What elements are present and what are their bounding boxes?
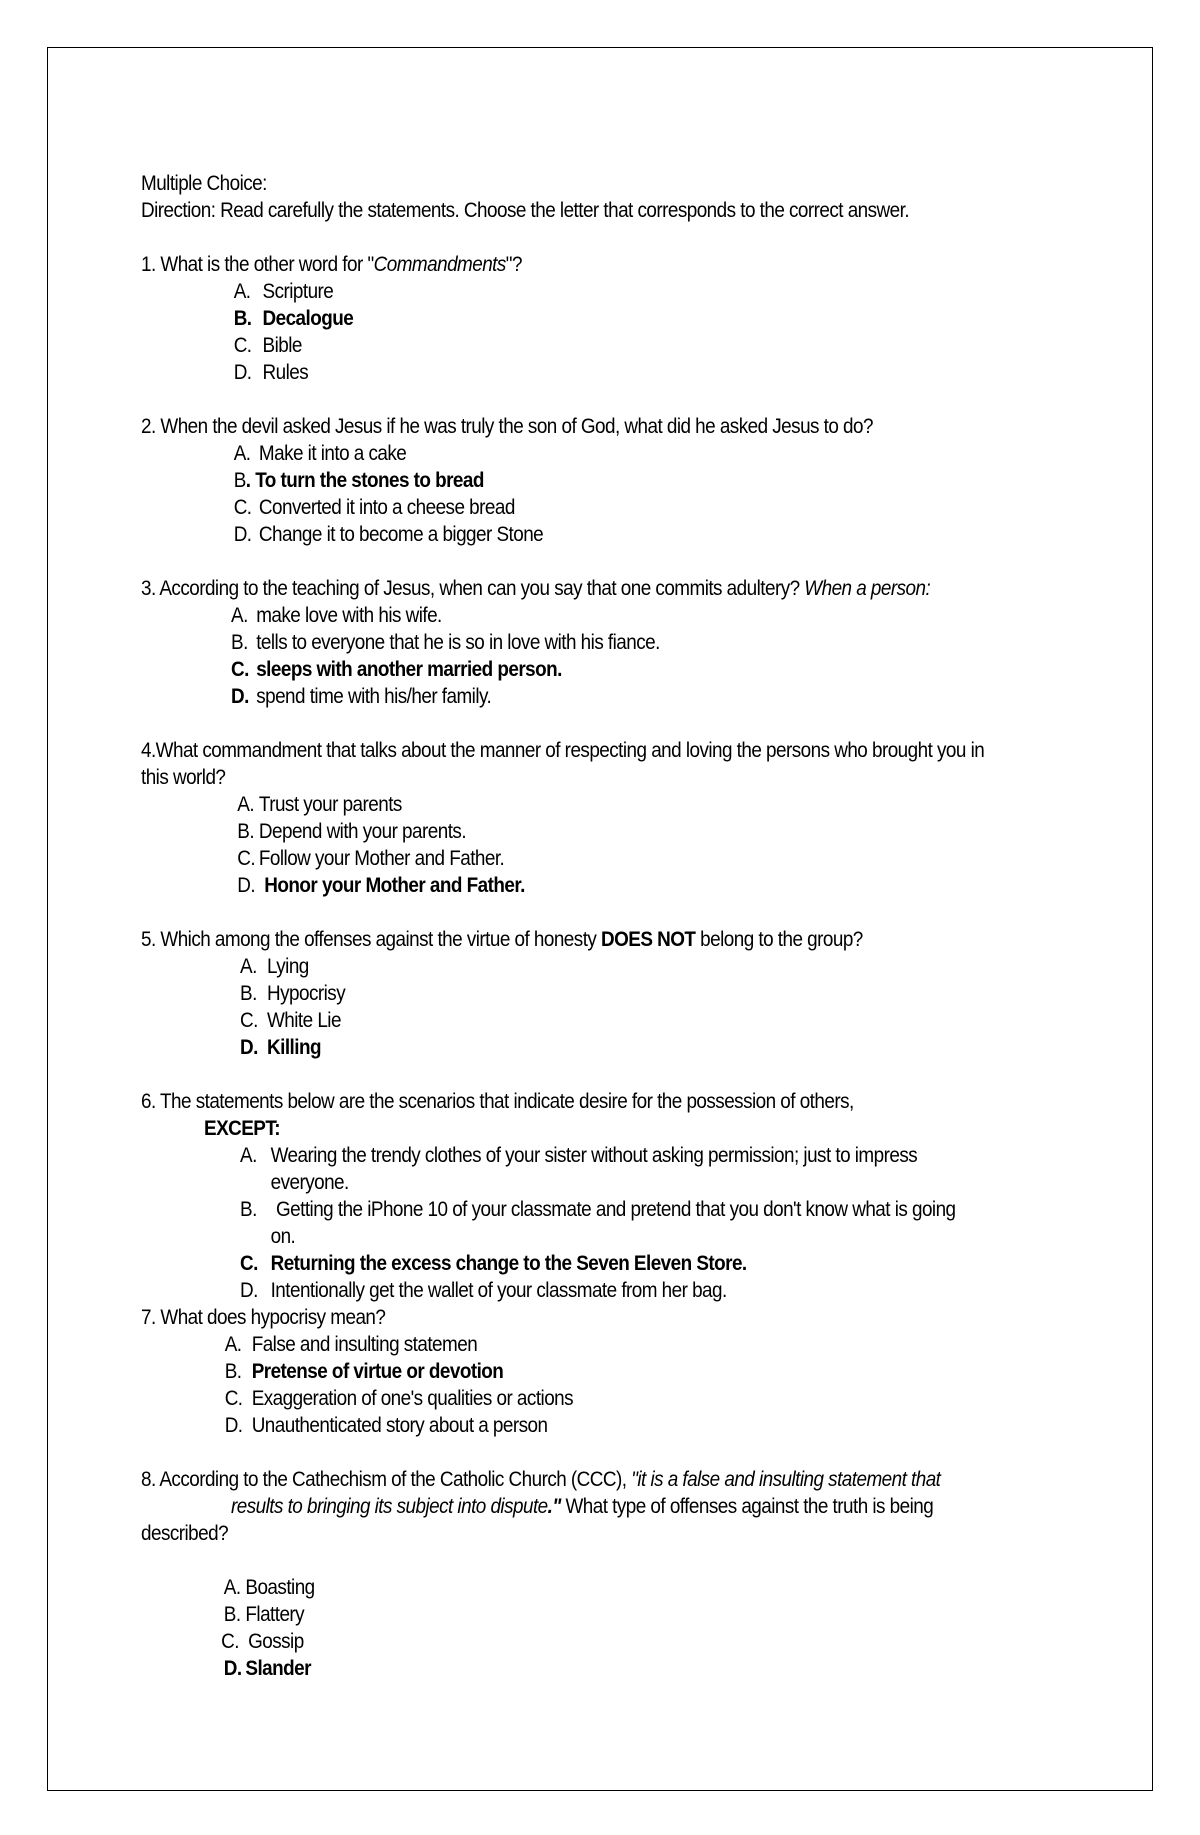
q2-option-d: D. Change it to become a bigger Stone [233, 523, 544, 546]
q1-option-d: D. Rules [233, 361, 309, 384]
q7-option-a: A. False and insulting statemen [224, 1333, 478, 1356]
q4-option-d: D. Honor your Mother and Father. [237, 874, 525, 897]
q8-option-d: D. Slander [223, 1657, 311, 1680]
question-7: 7. What does hypocrisy mean? [141, 1306, 386, 1329]
q6-option-a-cont: everyone. [270, 1171, 349, 1194]
q3-option-d: D. spend time with his/her family. [231, 685, 492, 708]
q8-option-a: A. Boasting [223, 1576, 315, 1599]
q7-option-c: C. Exaggeration of one's qualities or actions [224, 1387, 574, 1410]
q6-option-c: C. Returning the excess change to the Seven Eleven Store. [240, 1252, 747, 1275]
question-4-line-2: this world? [141, 766, 226, 789]
q5-option-a: A. Lying [240, 955, 309, 978]
question-3: 3. According to the teaching of Jesus, when can you say that one commits adultery? When a person: [141, 577, 931, 600]
question-5: 5. Which among the offenses against the virtue of honesty DOES NOT belong to the group? [141, 928, 863, 951]
q5-option-c: C. White Lie [240, 1009, 341, 1032]
q4-option-a: A. Trust your parents [237, 793, 402, 816]
quiz-content [141, 170, 985, 1682]
q5-option-d: D. Killing [240, 1036, 321, 1059]
q6-option-a: A. Wearing the trendy clothes of your sister without asking permission; just to impress [240, 1144, 918, 1167]
q3-option-c: C. sleeps with another married person. [231, 658, 562, 681]
q6-option-d: D. Intentionally get the wallet of your classmate from her bag. [240, 1279, 727, 1302]
q1-option-a: A. Scripture [233, 280, 334, 303]
q6-option-b: B. Getting the iPhone 10 of your classmate and pretend that you don't know what is going [240, 1198, 956, 1221]
q3-option-a: A. make love with his wife. [231, 604, 442, 627]
q1-option-c: C. Bible [233, 334, 302, 357]
question-6-except: EXCEPT: [204, 1117, 281, 1140]
q8-option-b: B. Flattery [223, 1603, 305, 1626]
q1-option-b: B. Decalogue [233, 307, 354, 330]
q7-option-d: D. Unauthenticated story about a person [224, 1414, 548, 1437]
q7-option-b: B. Pretense of virtue or devotion [224, 1360, 504, 1383]
q2-option-b: B. To turn the stones to bread [233, 469, 484, 492]
question-8-line-1: 8. According to the Cathechism of the Catholic Church (CCC), "it is a false and insulting statement that [141, 1468, 941, 1491]
question-8-line-2: results to bringing its subject into dispute." What type of offenses against the truth is being [231, 1495, 934, 1518]
q3-option-b: B. tells to everyone that he is so in love with his fiance. [231, 631, 660, 654]
q5-option-b: B. Hypocrisy [240, 982, 346, 1005]
question-4-line-1: 4.What commandment that talks about the manner of respecting and loving the persons who brought you in [141, 739, 985, 762]
question-1: 1. What is the other word for "Commandments"? [141, 253, 522, 276]
quiz-title: Multiple Choice: [141, 172, 267, 195]
q8-option-c: C. Gossip [221, 1630, 304, 1653]
quiz-direction: Direction: Read carefully the statements. Choose the letter that corresponds to the correct answer. [141, 199, 910, 222]
q2-option-a: A. Make it into a cake [233, 442, 407, 465]
q6-option-b-cont: on. [270, 1225, 296, 1248]
q2-option-c: C. Converted it into a cheese bread [233, 496, 515, 519]
q4-option-c: C. Follow your Mother and Father. [237, 847, 505, 870]
question-2: 2. When the devil asked Jesus if he was truly the son of God, what did he asked Jesus to do? [141, 415, 873, 438]
question-6: 6. The statements below are the scenarios that indicate desire for the possession of others, [141, 1090, 854, 1113]
q4-option-b: B. Depend with your parents. [237, 820, 467, 843]
question-8-line-3: described? [141, 1522, 229, 1545]
